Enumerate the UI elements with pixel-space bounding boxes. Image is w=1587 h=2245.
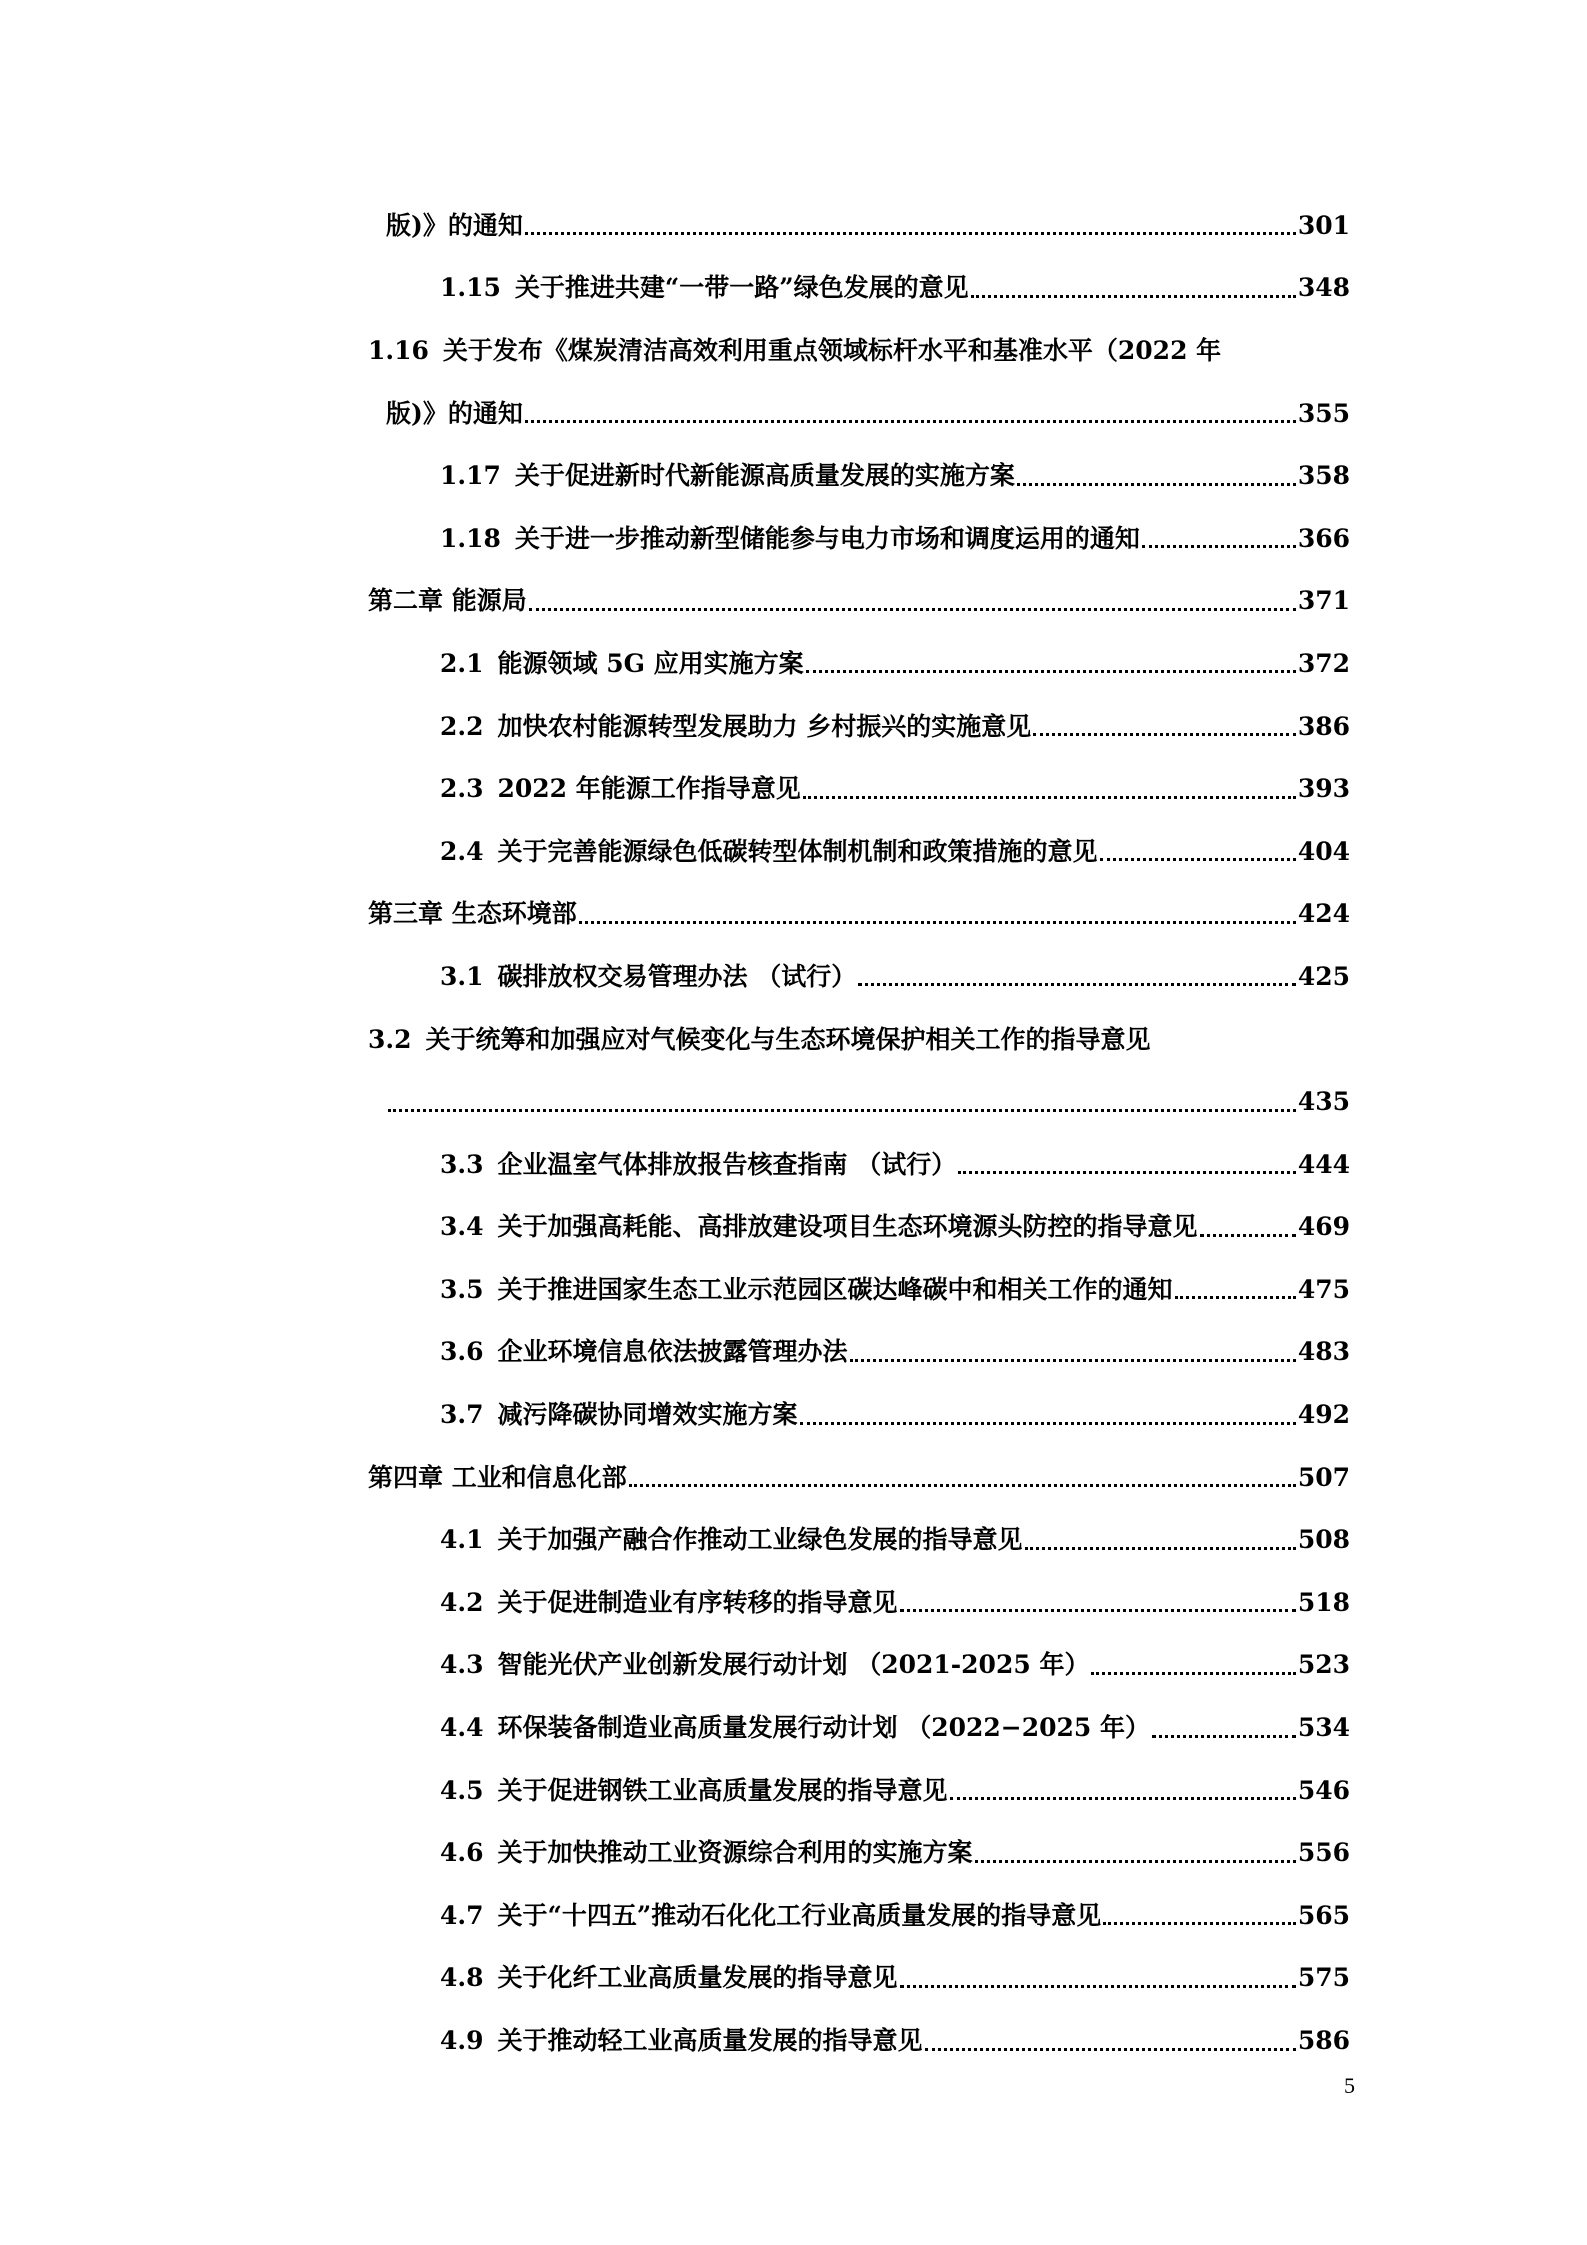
toc-entry[interactable]: [368, 319, 1350, 382]
toc-entry[interactable]: [368, 1947, 1350, 2010]
toc-entry-page: 424: [1297, 899, 1350, 929]
toc-leader-dots: [850, 1358, 1296, 1362]
toc-entry-page: 534: [1297, 1713, 1350, 1743]
toc-entry-title: 能源领域 5G 应用实施方案: [497, 648, 804, 678]
toc-entry-title: 关于完善能源绿色低碳转型体制机制和政策措施的意见: [497, 836, 1098, 866]
toc-leader-dots: [858, 982, 1296, 986]
toc-leader-dots: [1100, 857, 1296, 861]
toc-entry-title: 加快农村能源转型发展助力 乡村振兴的实施意见: [497, 711, 1032, 741]
toc-entry-number: 4.5: [440, 1775, 484, 1805]
toc-entry-title: 关于发布《煤炭清洁高效利用重点领域标杆水平和基准水平（2022 年: [442, 335, 1222, 365]
toc-entry-title: 企业温室气体排放报告核查指南 （试行）: [497, 1149, 957, 1179]
toc-entry-title: 第四章 工业和信息化部: [368, 1462, 627, 1492]
toc-entry-page: 366: [1297, 523, 1350, 553]
toc-leader-dots: [1017, 482, 1296, 486]
toc-entry[interactable]: [368, 444, 1350, 507]
toc-leader-dots: [388, 1108, 1296, 1112]
toc-entry-number: 4.3: [440, 1650, 484, 1680]
toc-leader-dots: [925, 2047, 1296, 2051]
toc-leader-dots: [629, 1483, 1296, 1487]
toc-entry-number: 3.7: [440, 1400, 484, 1430]
toc-leader-dots: [958, 1170, 1296, 1174]
toc-entry[interactable]: [368, 945, 1350, 1008]
toc-leader-dots: [1152, 1734, 1296, 1738]
toc-leader-dots: [803, 795, 1296, 799]
toc-entry-number: 4.6: [440, 1838, 484, 1868]
toc-leader-dots: [900, 1984, 1296, 1988]
toc-entry-title: 关于推动轻工业高质量发展的指导意见: [497, 2026, 923, 2056]
toc-entry-number: 4.1: [440, 1525, 484, 1555]
toc-entry-page: 358: [1297, 461, 1350, 491]
toc-entry-number: 3.6: [440, 1337, 484, 1367]
toc-entry-title: 减污降碳协同增效实施方案: [497, 1400, 798, 1430]
toc-entry-number: 3.1: [440, 961, 484, 991]
toc-entry-page: 575: [1297, 1963, 1350, 1993]
toc-entry[interactable]: [368, 632, 1350, 695]
toc-entry-page: 371: [1297, 586, 1350, 616]
toc-entry-title: 版)》的通知: [386, 210, 523, 240]
toc-entry[interactable]: [368, 507, 1350, 570]
toc-chapter[interactable]: [368, 1446, 1350, 1509]
toc-entry-title: 关于推进国家生态工业示范园区碳达峰碳中和相关工作的通知: [497, 1274, 1173, 1304]
toc-entry-page: 556: [1297, 1838, 1350, 1868]
toc-entry[interactable]: [368, 1634, 1350, 1697]
toc-entry-title: 关于促进新时代新能源高质量发展的实施方案: [514, 461, 1015, 491]
toc-leader-dots: [806, 669, 1296, 673]
toc-entry-number: 2.1: [440, 648, 484, 678]
toc-entry-page: 507: [1297, 1462, 1350, 1492]
toc-entry-title: 关于加快推动工业资源综合利用的实施方案: [497, 1838, 973, 1868]
toc-entry[interactable]: [368, 1884, 1350, 1947]
toc-entry-page: 372: [1297, 648, 1350, 678]
toc-entry-title: 2022 年能源工作指导意见: [497, 774, 801, 804]
toc-entry-title: 关于“十四五”推动石化化工行业高质量发展的指导意见: [497, 1900, 1102, 1930]
toc-leader-dots: [1200, 1233, 1296, 1237]
toc-entry-page: 386: [1297, 711, 1350, 741]
toc-chapter[interactable]: [368, 570, 1350, 633]
toc-entry-number: 4.7: [440, 1900, 484, 1930]
toc-leader-dots: [525, 419, 1296, 423]
toc-entry-title: 关于加强高耗能、高排放建设项目生态环境源头防控的指导意见: [497, 1212, 1198, 1242]
toc-entry[interactable]: [368, 1321, 1350, 1384]
toc-entry[interactable]: [368, 1571, 1350, 1634]
toc-entry[interactable]: [368, 1383, 1350, 1446]
toc-entry-number: 3.4: [440, 1212, 484, 1242]
toc-entry-title: 关于促进制造业有序转移的指导意见: [497, 1587, 898, 1617]
toc-leader-dots: [579, 920, 1296, 924]
toc-entry-title: 版)》的通知: [386, 398, 523, 428]
toc-entry-page: 301: [1297, 210, 1350, 240]
toc-leader-dots: [525, 231, 1296, 235]
toc-entry-number: 2.2: [440, 711, 484, 741]
toc-entry-page: 523: [1297, 1650, 1350, 1680]
toc-entry[interactable]: [368, 1196, 1350, 1259]
toc-entry-page: 483: [1297, 1337, 1350, 1367]
toc-leader-dots: [529, 607, 1296, 611]
toc-leader-dots: [1033, 732, 1296, 736]
toc-entry-title: 关于加强产融合作推动工业绿色发展的指导意见: [497, 1525, 1023, 1555]
toc-entry[interactable]: [368, 2009, 1350, 2072]
toc-entry-page: 435: [1297, 1087, 1350, 1117]
toc-entry-title: 环保装备制造业高质量发展行动计划 （2022−2025 年）: [497, 1713, 1151, 1743]
page-number: 5: [1344, 2073, 1355, 2098]
toc-entry-number: 4.9: [440, 2026, 484, 2056]
toc-entry-page: 355: [1297, 398, 1350, 428]
toc-entry-title: 第三章 生态环境部: [368, 899, 577, 929]
toc-leader-dots: [950, 1796, 1296, 1800]
toc-entry[interactable]: [368, 820, 1350, 883]
toc-entry-page: 546: [1297, 1775, 1350, 1805]
toc-entry-title: 关于化纤工业高质量发展的指导意见: [497, 1963, 898, 1993]
toc-entry-number: 3.2: [368, 1024, 412, 1054]
toc-entry[interactable]: [368, 257, 1350, 320]
toc-entry-page: 348: [1297, 273, 1350, 303]
toc-entry-title: 关于促进钢铁工业高质量发展的指导意见: [497, 1775, 948, 1805]
toc-entry-page: 393: [1297, 774, 1350, 804]
toc-entry-number: 4.2: [440, 1587, 484, 1617]
toc-entry[interactable]: [368, 1133, 1350, 1196]
toc-entry-title: 碳排放权交易管理办法 （试行）: [497, 961, 857, 991]
toc-entry[interactable]: [368, 1821, 1350, 1884]
toc-leader-dots: [1091, 1671, 1295, 1675]
toc-entry[interactable]: [368, 1696, 1350, 1759]
toc-leader-dots: [975, 1859, 1296, 1863]
toc-leader-dots: [1103, 1921, 1296, 1925]
toc-entry-title: 关于统筹和加强应对气候变化与生态环境保护相关工作的指导意见: [425, 1024, 1151, 1054]
toc-entry-number: 3.5: [440, 1274, 484, 1304]
toc-entry[interactable]: [368, 1008, 1350, 1071]
toc-entry-title: 智能光伏产业创新发展行动计划 （2021-2025 年）: [497, 1650, 1090, 1680]
toc-entry-title: 关于进一步推动新型储能参与电力市场和调度运用的通知: [514, 523, 1140, 553]
toc-entry-page: 586: [1297, 2026, 1350, 2056]
toc-entry-page: 492: [1297, 1400, 1350, 1430]
toc-entry-page: 508: [1297, 1525, 1350, 1555]
toc-leader-dots: [1142, 544, 1296, 548]
toc-leader-dots: [1025, 1546, 1296, 1550]
toc-entry-title: 企业环境信息依法披露管理办法: [497, 1337, 848, 1367]
toc-entry[interactable]: [368, 1759, 1350, 1822]
toc-entry-page: 444: [1297, 1149, 1350, 1179]
table-of-contents: [368, 194, 1350, 2072]
toc-entry-number: 4.4: [440, 1713, 484, 1743]
toc-leader-dots: [800, 1421, 1296, 1425]
toc-leader-dots: [1175, 1295, 1296, 1299]
toc-entry-number: 1.17: [440, 461, 501, 491]
toc-entry-page: 475: [1297, 1274, 1350, 1304]
toc-chapter[interactable]: [368, 883, 1350, 946]
toc-entry-number: 1.15: [440, 273, 501, 303]
toc-entry-number: 3.3: [440, 1149, 484, 1179]
toc-entry-number: 2.4: [440, 836, 484, 866]
toc-entry[interactable]: [368, 695, 1350, 758]
toc-entry[interactable]: [368, 757, 1350, 820]
toc-entry-number: 1.16: [368, 335, 429, 365]
toc-entry-title: 第二章 能源局: [368, 586, 527, 616]
toc-entry-page: 518: [1297, 1587, 1350, 1617]
toc-entry-number: 4.8: [440, 1963, 484, 1993]
toc-entry-page: 404: [1297, 836, 1350, 866]
toc-entry[interactable]: [368, 1070, 1350, 1133]
toc-entry-page: 469: [1297, 1212, 1350, 1242]
toc-entry[interactable]: [368, 194, 1350, 257]
toc-entry-title: 关于推进共建“一带一路”绿色发展的意见: [514, 273, 969, 303]
toc-leader-dots: [971, 294, 1296, 298]
toc-entry-page: 425: [1297, 961, 1350, 991]
toc-entry[interactable]: [368, 382, 1350, 445]
toc-entry-number: 1.18: [440, 523, 501, 553]
toc-entry-number: 2.3: [440, 774, 484, 804]
toc-entry[interactable]: [368, 1258, 1350, 1321]
toc-entry-page: 565: [1297, 1900, 1350, 1930]
toc-entry[interactable]: [368, 1508, 1350, 1571]
toc-leader-dots: [900, 1608, 1296, 1612]
